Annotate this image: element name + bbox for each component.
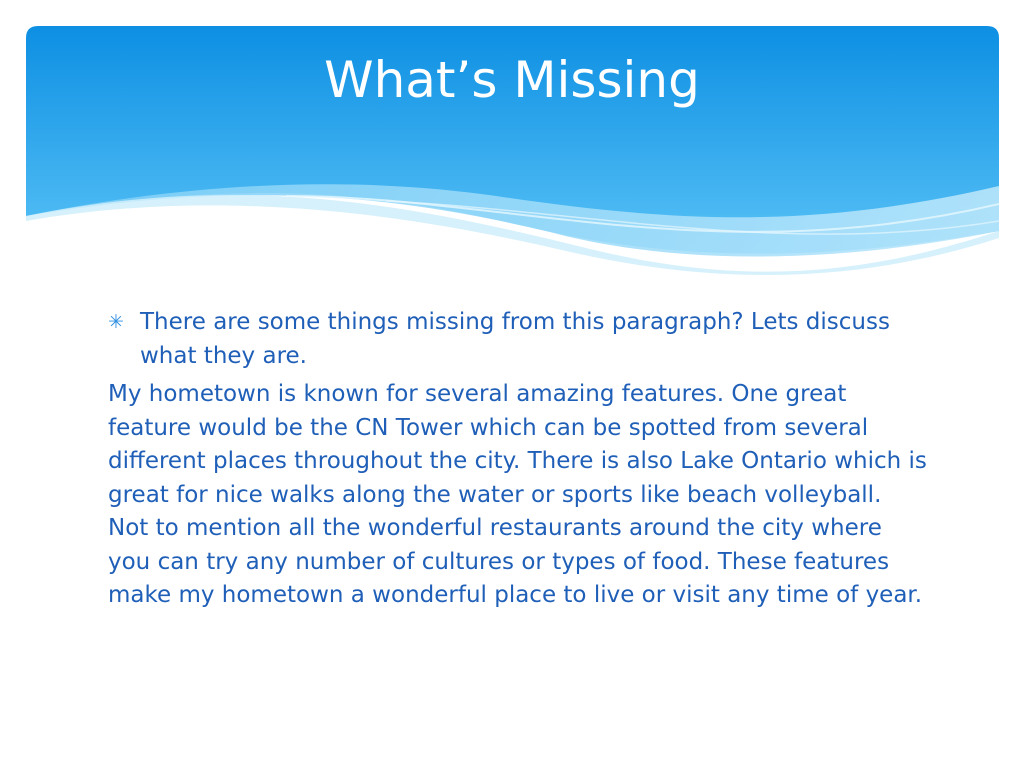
bullet-text: There are some things missing from this paragraph? Lets discuss what they are. [140, 309, 890, 369]
example-paragraph: My hometown is known for several amazing features. One great feature would be the CN Tower which can be spotted from several different places throughout the city. There is also Lake Ontario which is great for nice walks along the water or sports like beach volleyball. Not to mention all the wonderful restaurants around the city where you can try any number of cultures or types of food. These features make my hometown a wonderful place to live or visit any time of year. [108, 381, 927, 608]
slide-body [108, 306, 928, 613]
slide-title: What’s Missing [324, 51, 700, 109]
asterisk-bullet-icon: ✳ [108, 311, 124, 333]
bullet-item [108, 306, 928, 373]
